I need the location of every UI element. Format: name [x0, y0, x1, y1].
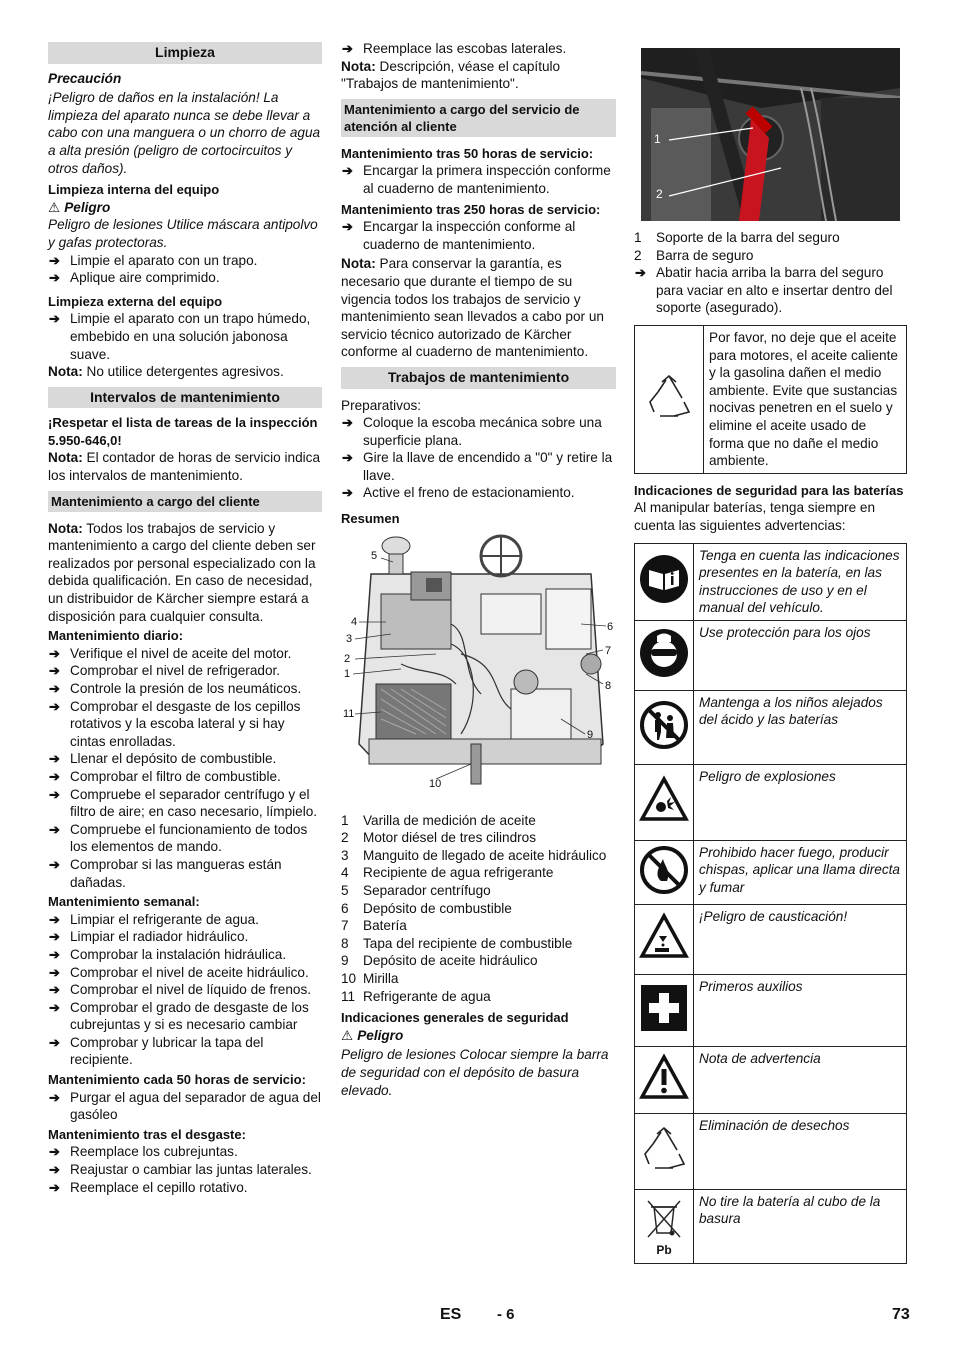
footer-lang: ES — [440, 1306, 462, 1323]
subtitle-cada-50: Mantenimiento cada 50 horas de servicio: — [48, 1072, 306, 1088]
no-fire-icon — [635, 840, 694, 904]
figure-label: 9 — [587, 728, 594, 741]
manual-icon — [635, 543, 694, 620]
note-garantia: Nota: Para conservar la garantía, es necesario que durante el tiempo de su vigencia todos los trabajos de servicio y mantenimiento sean llevados a cabo por un servicio técnico autorizado de Kärcher conforme al cuaderno de mantenimiento. — [341, 256, 604, 360]
eye-protection-icon — [635, 620, 694, 690]
list-item: ➔ Comprobar el nivel de refrigerador. — [48, 662, 322, 680]
desgaste-list — [48, 1143, 322, 1196]
legend-item: 9 Depósito de aceite hidráulico — [341, 953, 538, 969]
list-item: ➔ Gire la llave de encendido a "0" y retire la llave. — [341, 449, 616, 484]
list-item: ➔ Limpiar el refrigerante de agua. — [48, 911, 322, 929]
list-item: ➔ Comprobar la instalación hidráulica. — [48, 946, 322, 964]
section-title-trabajos: Trabajos de mantenimiento — [341, 367, 616, 389]
legend-item: 3 Manguito de llegado de aceite hidráulico — [341, 847, 607, 863]
legend-item: 2 Barra de seguro — [634, 247, 754, 263]
recycle-icon — [635, 325, 704, 473]
footer-page-number: 73 — [892, 1306, 910, 1323]
list-item: ➔ Encargar la primera inspección conforme al cuaderno de mantenimiento. — [341, 162, 616, 197]
subtitle-desgaste: Mantenimiento tras el desgaste: — [48, 1126, 246, 1142]
figure-legend — [341, 812, 616, 1006]
inspection-list-reference: ¡Respetar el lista de tareas de la inspección 5.950-646,0! — [48, 415, 318, 448]
list-item: ➔ Active el freno de estacionamiento. — [341, 484, 616, 502]
semanal-list — [48, 911, 322, 1069]
resumen-label: Resumen — [341, 511, 400, 527]
safety-text: Peligro de explosiones — [694, 764, 907, 840]
safety-text: ¡Peligro de causticación! — [694, 904, 907, 974]
figure-label: 2 — [344, 652, 351, 665]
subtitle-250h: Mantenimiento tras 250 horas de servicio: — [341, 201, 601, 217]
legend-item: 6 Depósito de combustible — [341, 900, 512, 916]
list-item: ➔ Compruebe el separador centrífugo y el filtro de aire; en caso necesario, límpielo. — [48, 786, 322, 821]
note-contador: Nota: El contador de horas de servicio indica los intervalos de mantenimiento. — [48, 450, 321, 484]
machine-overview-figure — [341, 534, 616, 804]
safety-text: Mantenga a los niños alejados del ácido y las baterías — [694, 690, 907, 764]
list-item: ➔ Controle la presión de los neumáticos. — [48, 680, 322, 698]
pb-label: Pb — [656, 1242, 672, 1257]
subtitle-baterias: Indicaciones de seguridad para las baterías — [634, 482, 904, 498]
recycle-icon — [635, 1113, 694, 1189]
list-item: ➔ Aplique aire comprimido. — [48, 269, 322, 287]
photo-label: 2 — [656, 187, 663, 201]
warning-icon — [635, 1046, 694, 1113]
list-item: ➔ Comprobar el desgaste de los cepillos rotativos y la escoba lateral y si hay cintas enrolladas. — [48, 698, 322, 751]
warning-triangle-icon: ⚠ — [48, 199, 61, 215]
interna-list — [48, 252, 322, 287]
column-3 — [634, 40, 907, 1264]
subtitle-limpieza-interna: Limpieza interna del equipo — [48, 182, 220, 198]
list-item: ➔ Comprobar el filtro de combustible. — [48, 768, 322, 786]
danger-label: ⚠ Peligro — [48, 199, 111, 215]
list-item: ➔ Purgar el agua del separador de agua del gasóleo — [48, 1089, 322, 1124]
column-2 — [341, 40, 616, 1099]
safety-bar-drawing — [641, 48, 900, 221]
subtitle-50h: Mantenimiento tras 50 horas de servicio: — [341, 145, 594, 161]
list-item: ➔ Abatir hacia arriba la barra del seguro para vaciar en alto e insertar dentro del soporte (asegurado). — [634, 264, 907, 317]
environment-note-table — [634, 325, 907, 474]
environment-note-text: Por favor, no deje que el aceite para motores, el aceite caliente y la gasolina dañen el medio ambiente. Evite que sustancias nocivas penetren en el suelo y elimine el aceite usado de forma que no dañe el medio ambiente. — [704, 325, 907, 473]
list-item: ➔ Limpie el aparato con un trapo húmedo, embebido en una solución jabonosa suave. — [48, 310, 322, 363]
figure-label: 5 — [371, 549, 378, 562]
legend-item: 7 Batería — [341, 918, 407, 934]
legend-item: 2 Motor diésel de tres cilindros — [341, 830, 537, 846]
legend-item: 10 Mirilla — [341, 971, 399, 986]
safety-bar-photo — [641, 48, 900, 221]
danger-text: Peligro de lesiones Colocar siempre la barra de seguridad con el depósito de basura elevado. — [341, 1047, 609, 1098]
list-item: ➔ Reajustar o cambiar las juntas laterales. — [48, 1161, 322, 1179]
danger-label: ⚠ Peligro — [341, 1027, 404, 1043]
note-externa: Nota: No utilice detergentes agresivos. — [48, 364, 284, 380]
list-item: ➔ Limpiar el radiador hidráulico. — [48, 928, 322, 946]
first-aid-icon — [635, 974, 694, 1046]
figure-label: 10 — [429, 777, 442, 790]
legend-item: 1 Soporte de la barra del seguro — [634, 230, 840, 245]
preparativos-label: Preparativos: — [341, 397, 422, 413]
legend-item: 11 Refrigerante de agua — [341, 988, 491, 1004]
caution-label: Precaución — [48, 70, 122, 86]
no-trash-bin-icon — [635, 1189, 694, 1263]
figure-label: 3 — [346, 632, 353, 645]
section-title-servicio: Mantenimiento a cargo del servicio de atención al cliente — [341, 99, 616, 137]
safety-text: Prohibido hacer fuego, producir chispas, aplicar una llama directa y fumar — [694, 840, 907, 904]
list-item: ➔ Verifique el nivel de aceite del motor. — [48, 645, 322, 663]
section-title-intervalos: Intervalos de mantenimiento — [48, 387, 322, 409]
baterias-intro: Al manipular baterías, tenga siempre en cuenta las siguientes advertencias: — [634, 500, 876, 533]
list-item: ➔ Comprobar y lubricar la tapa del recipiente. — [48, 1034, 322, 1069]
danger-text: Peligro de lesiones Utilice máscara antipolvo y gafas protectoras. — [48, 217, 318, 250]
legend-item: 5 Separador centrífugo — [341, 883, 491, 899]
safety-text: Eliminación de desechos — [694, 1113, 907, 1189]
safety-text: No tire la batería al cubo de la basura — [694, 1189, 907, 1263]
list-item: ➔ Comprobar si las mangueras están dañadas. — [48, 856, 322, 891]
list-item: ➔ Limpie el aparato con un trapo. — [48, 252, 322, 270]
list-item: ➔ Reemplace el cepillo rotativo. — [48, 1179, 322, 1197]
battery-safety-table — [634, 543, 907, 1264]
list-item: ➔ Compruebe el funcionamiento de todos los elementos de mando. — [48, 821, 322, 856]
corrosive-icon — [635, 904, 694, 974]
figure-label: 6 — [607, 620, 614, 633]
list-item: ➔ Reemplace los cubrejuntas. — [48, 1143, 322, 1161]
warning-triangle-icon: ⚠ — [341, 1027, 354, 1043]
explosion-icon — [635, 764, 694, 840]
column-1 — [48, 40, 322, 1196]
safety-text: Primeros auxilios — [694, 974, 907, 1046]
list-item: ➔ Comprobar el nivel de líquido de frenos. — [48, 981, 322, 999]
legend-item: 1 Varilla de medición de aceite — [341, 812, 536, 828]
safety-text: Tenga en cuenta las indicaciones presentes en la batería, en las instrucciones de uso y en el manual del vehículo. — [694, 543, 907, 620]
photo-legend — [634, 229, 907, 264]
safety-text: Nota de advertencia — [694, 1046, 907, 1113]
figure-label: 4 — [351, 615, 358, 628]
machine-drawing — [341, 534, 616, 804]
subtitle-diario: Mantenimiento diario: — [48, 628, 184, 644]
section-title-cliente: Mantenimiento a cargo del cliente — [48, 491, 322, 512]
diario-list — [48, 645, 322, 891]
figure-label: 11 — [343, 707, 355, 720]
list-item: ➔ Coloque la escoba mecánica sobre una superficie plana. — [341, 414, 616, 449]
list-item: ➔ Encargar la inspección conforme al cuaderno de mantenimiento. — [341, 218, 616, 253]
legend-item: 4 Recipiente de agua refrigerante — [341, 865, 554, 881]
prep-list — [341, 414, 616, 502]
figure-label: 1 — [344, 667, 351, 680]
note-cliente: Nota: Todos los trabajos de servicio y mantenimiento a cargo del cliente deben ser realizados por personal especializado con la debida qualificación. En caso de necesidad, un distribuidor de Kärcher siempre estará a disposición para cualquier consulta. — [48, 520, 316, 624]
subtitle-generales: Indicaciones generales de seguridad — [341, 1010, 569, 1026]
figure-label: 8 — [605, 679, 612, 692]
safety-text: Use protección para los ojos — [694, 620, 907, 690]
footer-page-local: - 6 — [497, 1306, 515, 1323]
list-item: ➔ Comprobar el grado de desgaste de los cubrejuntas y si es necesario cambiar — [48, 999, 322, 1034]
list-item: ➔ Comprobar el nivel de aceite hidráulico. — [48, 964, 322, 982]
keep-children-away-icon — [635, 690, 694, 764]
subtitle-semanal: Mantenimiento semanal: — [48, 894, 200, 910]
legend-item: 8 Tapa del recipiente de combustible — [341, 935, 573, 951]
figure-label: 7 — [605, 644, 612, 657]
list-item: ➔ Reemplace las escobas laterales. — [341, 40, 616, 58]
list-item: ➔ Llenar el depósito de combustible. — [48, 750, 322, 768]
caution-text: ¡Peligro de daños en la instalación! La limpieza del aparato nunca se debe llevar a cabo con una manguera o un chorro de agua a alta presión (peligro de cortocircuitos y otros daños). — [48, 90, 321, 176]
note-trabajos: Nota: Descripción, véase el capítulo "Trabajos de mantenimiento". — [341, 58, 561, 92]
photo-label: 1 — [654, 132, 661, 146]
section-title-limpieza: Limpieza — [48, 42, 322, 64]
subtitle-limpieza-externa: Limpieza externa del equipo — [48, 293, 223, 309]
